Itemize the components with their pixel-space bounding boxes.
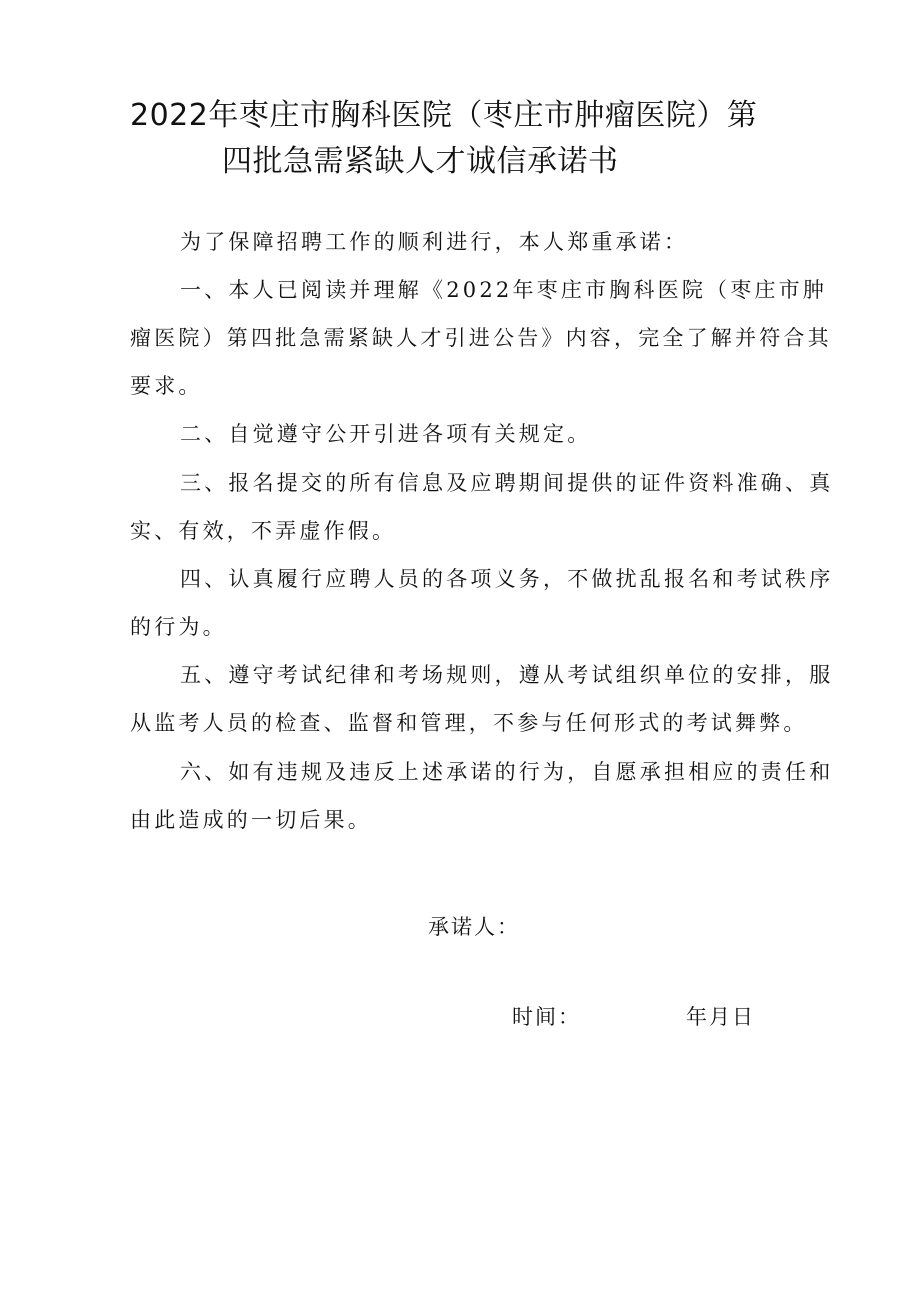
date-label: 时间： [512, 1005, 581, 1029]
clause-5-line-1: 五、遵守考试纪律和考场规则，遵从考试组织单位的安排，服 [180, 663, 834, 687]
document-title-line-1: 2022年枣庄市胸科医院（枣庄市肿瘤医院）第 [130, 98, 758, 133]
signature-label: 承诺人： [428, 915, 520, 939]
clause-3-line-2: 实、有效，不弄虚作假。 [130, 519, 397, 543]
clause-6-line-2: 由此造成的一切后果。 [130, 808, 372, 832]
clause-2-line-1: 二、自觉遵守公开引进各项有关规定。 [180, 422, 592, 446]
clause-1-line-2: 瘤医院）第四批急需紧缺人才引进公告》内容，完全了解并符合其 [130, 326, 832, 350]
document-title-line-2: 四批急需紧缺人才诚信承诺书 [222, 144, 619, 179]
clause-5-line-2: 从监考人员的检查、监督和管理，不参与任何形式的考试舞弊。 [130, 711, 808, 735]
clause-3-line-1: 三、报名提交的所有信息及应聘期间提供的证件资料准确、真 [180, 471, 834, 495]
clause-4-line-2: 的行为。 [130, 615, 227, 639]
date-suffix: 年月日 [686, 1005, 755, 1029]
intro-paragraph: 为了保障招聘工作的顺利进行，本人郑重承诺： [180, 230, 689, 254]
clause-4-line-1: 四、认真履行应聘人员的各项义务，不做扰乱报名和考试秩序 [180, 567, 834, 591]
clause-6-line-1: 六、如有违规及违反上述承诺的行为，自愿承担相应的责任和 [180, 760, 834, 784]
clause-1-line-3: 要求。 [130, 374, 203, 398]
clause-1-line-1: 一、本人已阅读并理解《2022年枣庄市胸科医院（枣庄市肿 [180, 278, 828, 302]
